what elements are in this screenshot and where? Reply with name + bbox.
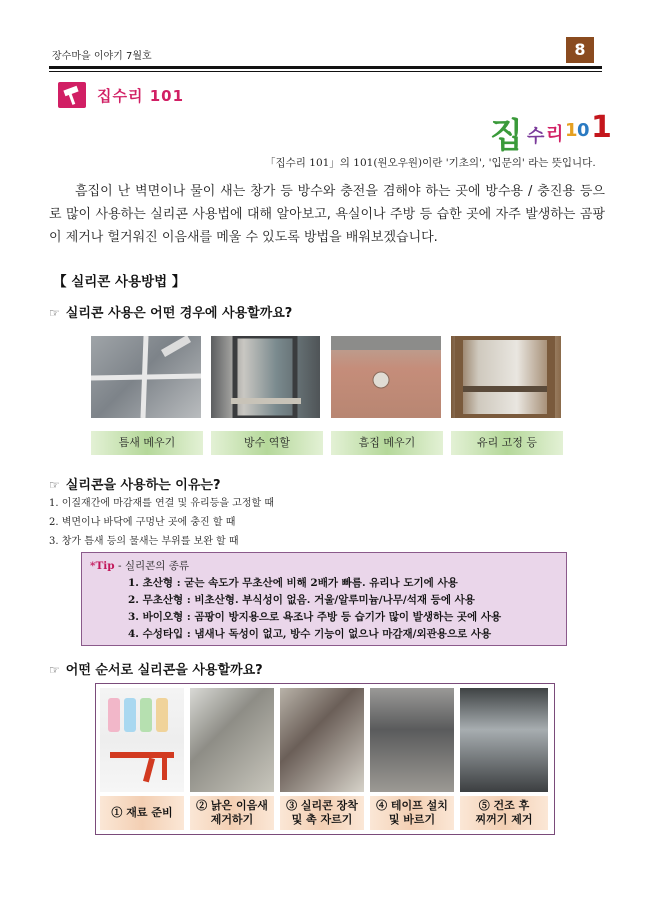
logo-char: 리 xyxy=(546,124,564,145)
photo-attach-silicone xyxy=(280,688,364,792)
silicone-tube xyxy=(124,698,136,732)
intro-paragraph: 흠집이 난 벽면이나 물이 새는 창가 등 방수와 충전을 겸해야 하는 곳에 방수용 / 충진용 등으로 많이 사용하는 실리콘 사용법에 대해 알아보고, 욕실이나 주방 등 습한 곳에 자주 발생하는 곰팡이 제거나 헐거워진 이음새를 메울 수 있도록 방법을 배워보겠습니다. xyxy=(49,184,605,245)
step-caption: ① 재료 준비 xyxy=(100,796,184,830)
page-number-badge: 8 xyxy=(566,37,594,63)
step-caption: ⑤ 건조 후 찌꺼기 제거 xyxy=(460,796,548,830)
caption-scratch: 흠집 메우기 xyxy=(331,431,443,455)
reasons-list xyxy=(49,494,274,551)
photo-waterproofing xyxy=(211,336,320,418)
pointing-hand-icon: ☞ xyxy=(49,478,60,492)
header-rule xyxy=(49,66,602,69)
tip-box xyxy=(81,552,567,646)
question-3 xyxy=(49,659,263,678)
logo-char: 수 xyxy=(527,126,545,147)
photo-materials xyxy=(100,688,184,792)
silicone-tube xyxy=(140,698,152,732)
photo-gap-filling xyxy=(91,336,201,418)
caption-waterproof: 방수 역할 xyxy=(211,431,323,455)
logo-char: 집 xyxy=(490,116,523,156)
photo-remove-old-seal xyxy=(190,688,274,792)
question-1-text: 실리콘 사용은 어떤 경우에 사용할까요? xyxy=(65,306,293,321)
tip-title xyxy=(90,558,189,573)
tip-label: *Tip xyxy=(90,560,115,572)
step-caption: ③ 실리콘 장착 및 촉 자르기 xyxy=(280,796,364,830)
logo-char: 1 xyxy=(565,120,578,141)
question-1 xyxy=(49,302,292,321)
photo-tape-apply xyxy=(370,688,454,792)
caption-glass: 유리 고정 등 xyxy=(451,431,563,455)
logo-char: 0 xyxy=(577,120,590,141)
silicone-tube xyxy=(108,698,120,732)
step-caption: ② 낡은 이음새 제거하기 xyxy=(190,796,274,830)
photo-glass-fixing xyxy=(451,336,561,418)
tip-title-text: - 실리콘의 종류 xyxy=(114,560,190,572)
caption-gap: 틈새 메우기 xyxy=(91,431,203,455)
photo-hole-filling xyxy=(331,336,441,418)
tip-item: 3. 바이오형 : 곰팡이 방지용으로 욕조나 주방 등 습기가 많이 발생하는 곳에 사용 xyxy=(128,611,502,623)
pointing-hand-icon: ☞ xyxy=(49,306,60,320)
section-title: 집수리 101 xyxy=(97,87,185,105)
question-3-text: 어떤 순서로 실리콘을 사용할까요? xyxy=(65,663,263,678)
tip-list xyxy=(128,575,501,643)
tip-item: 4. 수성타입 : 냄새나 독성이 없고, 방수 기능이 없으나 마감재/외관용으로 사용 xyxy=(128,628,492,640)
photo-dry-clean xyxy=(460,688,548,792)
tip-item: 1. 초산형 : 굳는 속도가 무초산에 비해 2배가 빠름. 유리나 도기에 사용 xyxy=(128,577,458,589)
list-item: 3. 창가 틈새 등의 물새는 부위를 보완 할 때 xyxy=(49,536,239,547)
question-2 xyxy=(49,474,221,493)
list-item: 1. 이질재간에 마감재를 연결 및 유리등을 고정할 때 xyxy=(49,498,274,509)
caulking-gun-icon xyxy=(106,744,182,788)
steps-panel xyxy=(95,683,555,835)
newsletter-title: 장수마을 이야기 7월호 xyxy=(52,51,152,62)
pointing-hand-icon: ☞ xyxy=(49,663,60,677)
step-caption: ④ 테이프 설치 및 바르기 xyxy=(370,796,454,830)
header-rule-thin xyxy=(49,71,602,72)
silicone-tube xyxy=(156,698,168,732)
usage-heading: 【 실리콘 사용방법 】 xyxy=(53,274,186,290)
section-description: 「집수리 101」의 101(원오우원)이란 '기초의', '입문의' 라는 뜻입니다. xyxy=(265,157,596,169)
section-logo xyxy=(490,108,612,156)
logo-char: 1 xyxy=(591,110,612,145)
question-2-text: 실리콘을 사용하는 이유는? xyxy=(65,478,221,493)
hammer-icon xyxy=(58,82,86,108)
tip-item: 2. 무초산형 : 비초산형. 부식성이 없음. 거울/알루미늄/나무/석재 등에 사용 xyxy=(128,594,475,606)
list-item: 2. 벽면이나 바닥에 구멍난 곳에 충진 할 때 xyxy=(49,517,236,528)
